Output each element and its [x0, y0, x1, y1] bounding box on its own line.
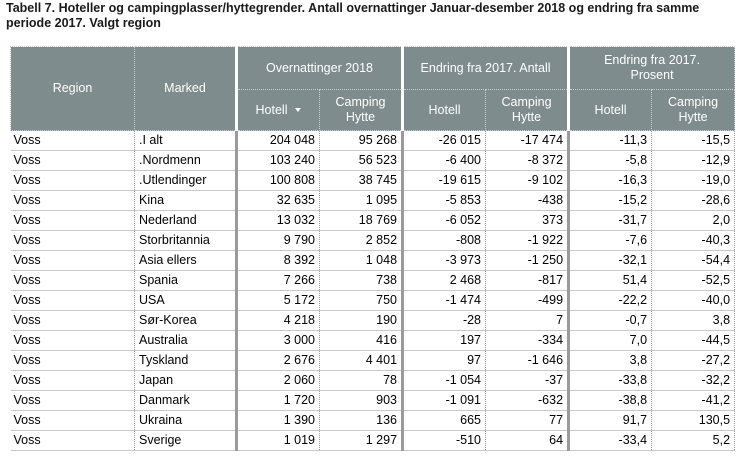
cell-hotell-2018: 3 000	[237, 331, 320, 351]
cell-hotell-endring-antall: -19 615	[403, 171, 486, 191]
cell-camping-endring-prosent: -19,0	[652, 171, 735, 191]
column-header-label: Hotell	[255, 102, 288, 117]
cell-market: Nederland	[135, 211, 237, 231]
cell-camping-2018: 903	[320, 391, 403, 411]
cell-region: Voss	[11, 131, 135, 151]
column-header-label: Hytte	[345, 110, 376, 124]
cell-region: Voss	[11, 231, 135, 251]
cell-camping-endring-antall: -1 250	[486, 251, 569, 271]
cell-market: Asia ellers	[135, 251, 237, 271]
table-row	[11, 371, 735, 391]
cell-region: Voss	[11, 311, 135, 331]
column-header-label: Hotell	[428, 102, 461, 117]
cell-camping-endring-antall: -438	[486, 191, 569, 211]
cell-region: Voss	[11, 431, 135, 451]
group-header-endring-prosent-line1: Endring fra 2017.	[604, 53, 700, 67]
cell-camping-endring-antall: -9 102	[486, 171, 569, 191]
cell-hotell-endring-antall: -5 853	[403, 191, 486, 211]
table-row	[11, 131, 735, 151]
cell-camping-endring-prosent: -54,4	[652, 251, 735, 271]
cell-hotell-endring-prosent: 91,7	[569, 411, 652, 431]
cell-hotell-2018: 7 266	[237, 271, 320, 291]
cell-hotell-endring-prosent: -15,2	[569, 191, 652, 211]
column-header-label: Camping	[335, 95, 386, 109]
cell-hotell-endring-prosent: -33,4	[569, 431, 652, 451]
column-header-camping-endring-antall[interactable]	[486, 90, 569, 131]
table-row	[11, 271, 735, 291]
cell-region: Voss	[11, 171, 135, 191]
column-header-camping-endring-prosent[interactable]	[652, 90, 735, 131]
cell-camping-endring-antall: -17 474	[486, 131, 569, 151]
cell-hotell-2018: 2 676	[237, 351, 320, 371]
cell-hotell-endring-prosent: 7,0	[569, 331, 652, 351]
cell-camping-2018: 18 769	[320, 211, 403, 231]
cell-camping-endring-prosent: 130,5	[652, 411, 735, 431]
cell-market: Japan	[135, 371, 237, 391]
group-header-endring-prosent-line2: Prosent	[630, 68, 674, 82]
cell-hotell-2018: 4 218	[237, 311, 320, 331]
cell-region: Voss	[11, 271, 135, 291]
cell-market: Sør-Korea	[135, 311, 237, 331]
table-row	[11, 391, 735, 411]
cell-camping-endring-prosent: -32,2	[652, 371, 735, 391]
cell-camping-endring-antall: -817	[486, 271, 569, 291]
cell-camping-2018: 95 268	[320, 131, 403, 151]
cell-camping-endring-prosent: 3,8	[652, 311, 735, 331]
cell-region: Voss	[11, 391, 135, 411]
cell-hotell-2018: 1 019	[237, 431, 320, 451]
cell-camping-2018: 38 745	[320, 171, 403, 191]
cell-camping-endring-antall: 64	[486, 431, 569, 451]
cell-hotell-2018: 204 048	[237, 131, 320, 151]
cell-hotell-endring-antall: 197	[403, 331, 486, 351]
cell-market: Sverige	[135, 431, 237, 451]
cell-hotell-2018: 8 392	[237, 251, 320, 271]
cell-camping-2018: 56 523	[320, 151, 403, 171]
cell-hotell-endring-antall: -808	[403, 231, 486, 251]
cell-hotell-2018: 100 808	[237, 171, 320, 191]
cell-camping-endring-prosent: -28,6	[652, 191, 735, 211]
cell-camping-2018: 136	[320, 411, 403, 431]
column-header-label: Hytte	[678, 110, 708, 124]
table-row	[11, 411, 735, 431]
cell-hotell-2018: 13 032	[237, 211, 320, 231]
table-row	[11, 211, 735, 231]
cell-hotell-endring-antall: -3 973	[403, 251, 486, 271]
cell-hotell-endring-antall: -1 091	[403, 391, 486, 411]
column-header-label: Hytte	[511, 110, 542, 124]
cell-camping-endring-antall: -37	[486, 371, 569, 391]
cell-hotell-endring-prosent: -5,8	[569, 151, 652, 171]
cell-hotell-endring-prosent: -33,8	[569, 371, 652, 391]
cell-hotell-endring-prosent: -11,3	[569, 131, 652, 151]
cell-camping-endring-antall: -632	[486, 391, 569, 411]
cell-region: Voss	[11, 291, 135, 311]
group-header-overnattinger: Overnattinger 2018	[237, 47, 403, 90]
column-header-market[interactable]: Marked	[135, 47, 237, 131]
table-row	[11, 291, 735, 311]
table-title: Tabell 7. Hoteller og campingplasser/hyttegrender. Antall overnattinger Januar-desember 2018 og endring fra samme periode 2017. Valgt region	[6, 1, 700, 30]
cell-hotell-endring-prosent: -7,6	[569, 231, 652, 251]
cell-hotell-endring-prosent: -31,7	[569, 211, 652, 231]
cell-market: USA	[135, 291, 237, 311]
cell-region: Voss	[11, 191, 135, 211]
cell-hotell-endring-antall: 2 468	[403, 271, 486, 291]
cell-market: .Nordmenn	[135, 151, 237, 171]
cell-camping-2018: 4 401	[320, 351, 403, 371]
cell-camping-2018: 1 095	[320, 191, 403, 211]
cell-camping-endring-prosent: -40,0	[652, 291, 735, 311]
column-header-label: Camping	[501, 95, 552, 109]
table-row	[11, 251, 735, 271]
cell-region: Voss	[11, 411, 135, 431]
column-header-label: Camping	[668, 95, 719, 109]
cell-hotell-endring-prosent: -38,8	[569, 391, 652, 411]
sort-descending-icon[interactable]	[295, 108, 301, 112]
table-body	[11, 131, 735, 451]
cell-market: Danmark	[135, 391, 237, 411]
cell-camping-endring-prosent: -40,3	[652, 231, 735, 251]
cell-camping-endring-prosent: -41,2	[652, 391, 735, 411]
group-header-endring-antall: Endring fra 2017. Antall	[403, 47, 569, 90]
column-header-hotell-endring-antall[interactable]	[403, 90, 486, 131]
cell-camping-2018: 1 048	[320, 251, 403, 271]
table-row	[11, 151, 735, 171]
cell-camping-2018: 1 297	[320, 431, 403, 451]
column-header-hotell-2018[interactable]	[237, 90, 320, 131]
cell-camping-2018: 78	[320, 371, 403, 391]
cell-hotell-2018: 2 060	[237, 371, 320, 391]
cell-market: .Utlendinger	[135, 171, 237, 191]
cell-camping-2018: 750	[320, 291, 403, 311]
cell-hotell-2018: 1 720	[237, 391, 320, 411]
cell-camping-endring-prosent: -44,5	[652, 331, 735, 351]
cell-camping-endring-prosent: 5,2	[652, 431, 735, 451]
table-row	[11, 191, 735, 211]
cell-region: Voss	[11, 211, 135, 231]
cell-market: Spania	[135, 271, 237, 291]
cell-camping-endring-antall: -334	[486, 331, 569, 351]
column-header-label: Hotell	[594, 102, 627, 117]
cell-hotell-2018: 1 390	[237, 411, 320, 431]
cell-market: Kina	[135, 191, 237, 211]
table-row	[11, 331, 735, 351]
data-table	[10, 46, 735, 451]
cell-camping-2018: 416	[320, 331, 403, 351]
cell-hotell-endring-antall: -6 400	[403, 151, 486, 171]
table-row	[11, 231, 735, 251]
cell-hotell-endring-antall: -28	[403, 311, 486, 331]
column-header-region[interactable]: Region	[11, 47, 135, 131]
cell-hotell-endring-antall: 665	[403, 411, 486, 431]
cell-hotell-endring-antall: -1 054	[403, 371, 486, 391]
cell-market: Australia	[135, 331, 237, 351]
cell-hotell-endring-prosent: 51,4	[569, 271, 652, 291]
cell-camping-endring-antall: -1 922	[486, 231, 569, 251]
cell-hotell-endring-antall: -26 015	[403, 131, 486, 151]
cell-market: Ukraina	[135, 411, 237, 431]
cell-region: Voss	[11, 351, 135, 371]
cell-hotell-endring-antall: -6 052	[403, 211, 486, 231]
cell-camping-endring-prosent: -27,2	[652, 351, 735, 371]
cell-region: Voss	[11, 371, 135, 391]
table-row	[11, 431, 735, 451]
cell-camping-2018: 190	[320, 311, 403, 331]
cell-hotell-2018: 5 172	[237, 291, 320, 311]
column-header-camping-2018[interactable]	[320, 90, 403, 131]
cell-hotell-endring-antall: 97	[403, 351, 486, 371]
cell-hotell-endring-prosent: -32,1	[569, 251, 652, 271]
cell-hotell-endring-prosent: -16,3	[569, 171, 652, 191]
cell-market: Storbritannia	[135, 231, 237, 251]
group-header-endring-prosent	[569, 47, 735, 90]
cell-hotell-endring-prosent: -22,2	[569, 291, 652, 311]
data-table-container	[10, 46, 734, 466]
cell-hotell-endring-antall: -510	[403, 431, 486, 451]
cell-camping-endring-antall: -499	[486, 291, 569, 311]
cell-hotell-endring-prosent: 3,8	[569, 351, 652, 371]
table-row	[11, 311, 735, 331]
cell-camping-2018: 2 852	[320, 231, 403, 251]
cell-camping-endring-prosent: -12,9	[652, 151, 735, 171]
cell-hotell-endring-antall: -1 474	[403, 291, 486, 311]
cell-camping-endring-prosent: -15,5	[652, 131, 735, 151]
cell-camping-2018: 738	[320, 271, 403, 291]
cell-region: Voss	[11, 331, 135, 351]
cell-hotell-endring-prosent: -0,7	[569, 311, 652, 331]
cell-camping-endring-antall: 373	[486, 211, 569, 231]
table-row	[11, 171, 735, 191]
cell-market: .I alt	[135, 131, 237, 151]
cell-hotell-2018: 32 635	[237, 191, 320, 211]
column-header-hotell-endring-prosent[interactable]	[569, 90, 652, 131]
cell-camping-endring-antall: 7	[486, 311, 569, 331]
table-row	[11, 351, 735, 371]
cell-camping-endring-antall: -1 646	[486, 351, 569, 371]
cell-hotell-2018: 9 790	[237, 231, 320, 251]
cell-camping-endring-prosent: -52,5	[652, 271, 735, 291]
cell-hotell-2018: 103 240	[237, 151, 320, 171]
cell-camping-endring-antall: 77	[486, 411, 569, 431]
cell-region: Voss	[11, 151, 135, 171]
cell-camping-endring-antall: -8 372	[486, 151, 569, 171]
cell-camping-endring-prosent: 2,0	[652, 211, 735, 231]
cell-market: Tyskland	[135, 351, 237, 371]
cell-region: Voss	[11, 251, 135, 271]
